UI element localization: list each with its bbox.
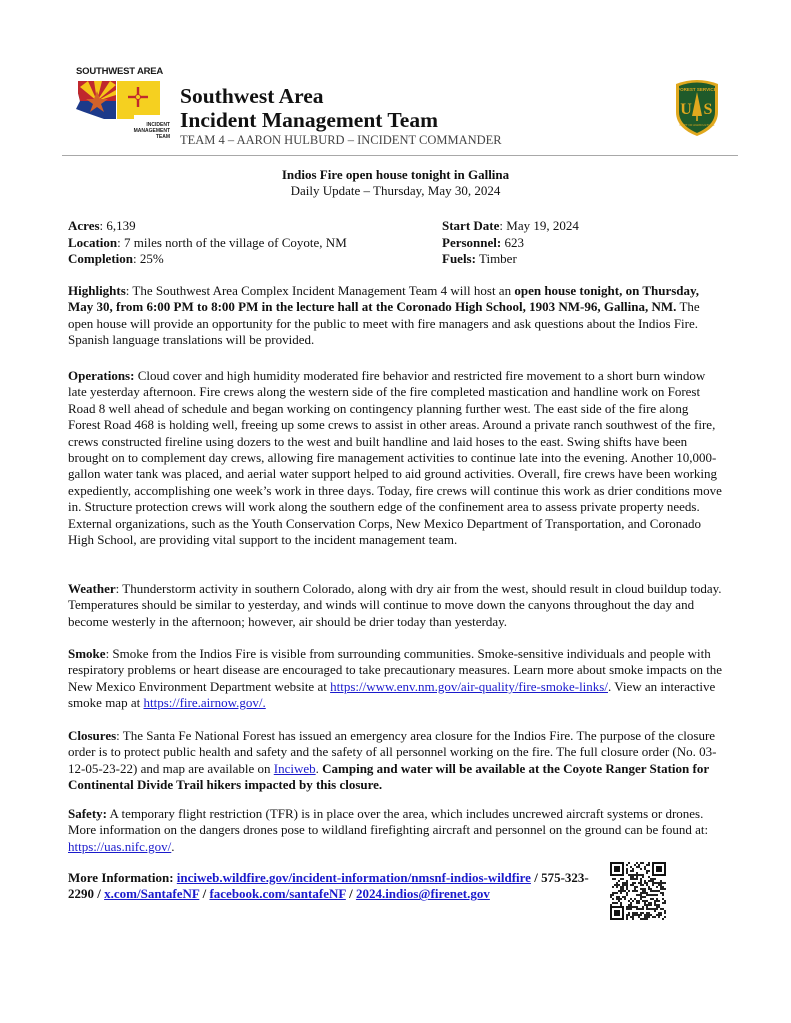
airnow-link[interactable]: https://fire.airnow.gov/. xyxy=(143,695,266,711)
fact-start-date: Start Date: May 19, 2024 xyxy=(442,218,579,233)
smoke-label: Smoke xyxy=(68,646,106,661)
section-operations: Operations: Cloud cover and high humidity moderated fire behavior and restricted fire movement to a short burn window late yesterday afternoon. Fire crews along the western side of the fire completed mastication and handline work on Forest Road 8 well ahead of schedule and began working on contingency planning further west. The east side of the fire along Forest Road 468 is holding well, freeing up some crews to assist in other areas. Around a private ranch southwest of the fire, crews constructed fireline using dozers to the west and built handline and laid hoses to the east. Swing shifts have been brought on to complement day crews, allowing fire management activities to continue late into the evening. Another 10,000-gallon water tank was placed, and aerial water support helped to aid ground activities. Overall, fire crews have been working expediently, accomplishing one week’s work in three days. Today, fire crews will continue this work as drier conditions move in. Structure protection crews will work along the southern edge of the confinement area to assess private property needs. External organizations, such as the Youth Conservation Corps, New Mexico Department of Transportation, and Coronado High School, are providing vital support to the incident management team. xyxy=(68,368,722,548)
closures-camping-note: Camping and water will be available at the Coyote Ranger Station for Continental Divide Trail hikers impacted by this closure. xyxy=(68,760,709,793)
fact-completion: Completion: 25% xyxy=(68,251,164,266)
facts-right-column xyxy=(442,218,742,268)
nmed-smoke-link[interactable]: https://www.env.nm.gov/air-quality/fire-smoke-links/ xyxy=(330,678,608,694)
highlights-event-details: open house tonight, on Thursday, May 30, from 6:00 PM to 8:00 PM in the lecture hall at the Coronado High School, 1903 NM-96, Gallina, NM. xyxy=(68,283,700,315)
facebook-link[interactable]: facebook.com/santafeNF xyxy=(209,886,346,902)
header-divider xyxy=(62,155,738,156)
highlights-label: Highlights xyxy=(68,283,126,298)
operations-label: Operations: xyxy=(68,368,135,383)
section-more-information: More Information: inciweb.wildfire.gov/incident-information/nmsnf-indios-wildfire / 575-323-2290 / x.com/SantafeNF / facebook.com/santafeNF / 2024.indios@firenet.gov xyxy=(68,870,589,902)
qr-code-icon[interactable] xyxy=(610,862,666,922)
logo-caption-bottom: INCIDENT MANAGEMENT TEAM xyxy=(133,122,170,140)
document-subtitle: Daily Update – Thursday, May 30, 2024 xyxy=(290,183,501,198)
fact-personnel: Personnel: 623 xyxy=(442,234,524,250)
email-link[interactable]: 2024.indios@firenet.gov xyxy=(355,886,490,902)
section-smoke: Smoke: Smoke from the Indios Fire is visible from surrounding communities. Smoke-sensitive individuals and people with respiratory problems or heart disease are encouraged to take precautionary measures. Learn more about smoke impacts on the New Mexico Environment Department website at https://www.env.nm.gov/air-quality/fire-smoke-links/. View an interactive smoke map at https://fire.airnow.gov/. xyxy=(68,646,723,711)
safety-label: Safety: xyxy=(68,806,107,821)
header-title-line2: Incident Management Team xyxy=(180,108,438,132)
inciweb-incident-link[interactable]: inciweb.wildfire.gov/incident-information/nmsnf-indios-wildfire xyxy=(176,870,531,885)
svg-text:U: U xyxy=(680,101,692,118)
arizona-new-mexico-flags-icon xyxy=(76,79,162,123)
fact-acres: Acres: 6,139 xyxy=(68,218,136,233)
facts-left-column xyxy=(68,218,428,268)
header-title xyxy=(180,84,438,132)
svg-text:FOREST SERVICE: FOREST SERVICE xyxy=(677,87,717,92)
more-info-label: More Information: xyxy=(68,870,177,885)
phone-number: 575-323-2290 xyxy=(68,870,589,902)
fact-location: Location: 7 miles north of the village of Coyote, NM xyxy=(68,234,347,250)
document-title: Indios Fire open house tonight in Gallina xyxy=(281,167,510,182)
svg-text:S: S xyxy=(703,101,713,118)
section-safety: Safety: A temporary flight restriction (TFR) is in place over the area, which includes uncrewed aircraft systems or drones. More information on the dangers drones pose to wildland firefighting aircraft and personnel on the ground can be found at: https://uas.nifc.gov/. xyxy=(68,806,709,854)
uas-nifc-link[interactable]: https://uas.nifc.gov/ xyxy=(68,838,172,854)
section-closures: Closures: The Santa Fe National Forest has issued an emergency area closure for the Indios Fire. The purpose of the closure order is to protect public health and safety and the safety of all personnel working on the fire. The full closure order (No. 03-12-05-23-22) and map are available on Inciweb. Camping and water will be available at the Coyote Ranger Station for Continental Divide Trail hikers impacted by this closure. xyxy=(68,728,717,793)
fact-fuels: Fuels: Timber xyxy=(442,251,517,266)
inciweb-link[interactable]: Inciweb xyxy=(273,760,316,776)
x-link[interactable]: x.com/SantafeNF xyxy=(104,886,200,902)
section-weather: Weather: Thunderstorm activity in southern Colorado, along with dry air from the west, should result in cloud buildup today. Temperatures should be similar to yesterday, and winds will continue to move down the canyons throughout the day and become westerly in the afternoon; however, air should be drier today than yesterday. xyxy=(68,581,722,629)
svg-text:DEPT OF AGRICULTURE: DEPT OF AGRICULTURE xyxy=(679,123,715,127)
closures-label: Closures xyxy=(68,728,117,743)
forest-service-shield-icon xyxy=(672,76,722,138)
logo-caption-top: SOUTHWEST AREA xyxy=(76,66,164,77)
swa-imt-logo xyxy=(76,66,172,146)
header-title-line1: Southwest Area xyxy=(180,84,324,108)
new-mexico-flag-icon xyxy=(117,81,160,119)
weather-label: Weather xyxy=(68,581,116,596)
arizona-flag-icon xyxy=(76,81,116,119)
header-subtitle: TEAM 4 – AARON HULBURD – INCIDENT COMMANDER xyxy=(180,133,502,147)
section-highlights: Highlights: The Southwest Area Complex Incident Management Team 4 will host an open house tonight, on Thursday, May 30, from 6:00 PM to 8:00 PM in the lecture hall at the Coronado High School, 1903 NM-96, Gallina, NM. The open house will provide an opportunity for the public to meet with fire managers and ask questions about the Indios Fire. Spanish language translations will be provided. xyxy=(68,283,700,348)
